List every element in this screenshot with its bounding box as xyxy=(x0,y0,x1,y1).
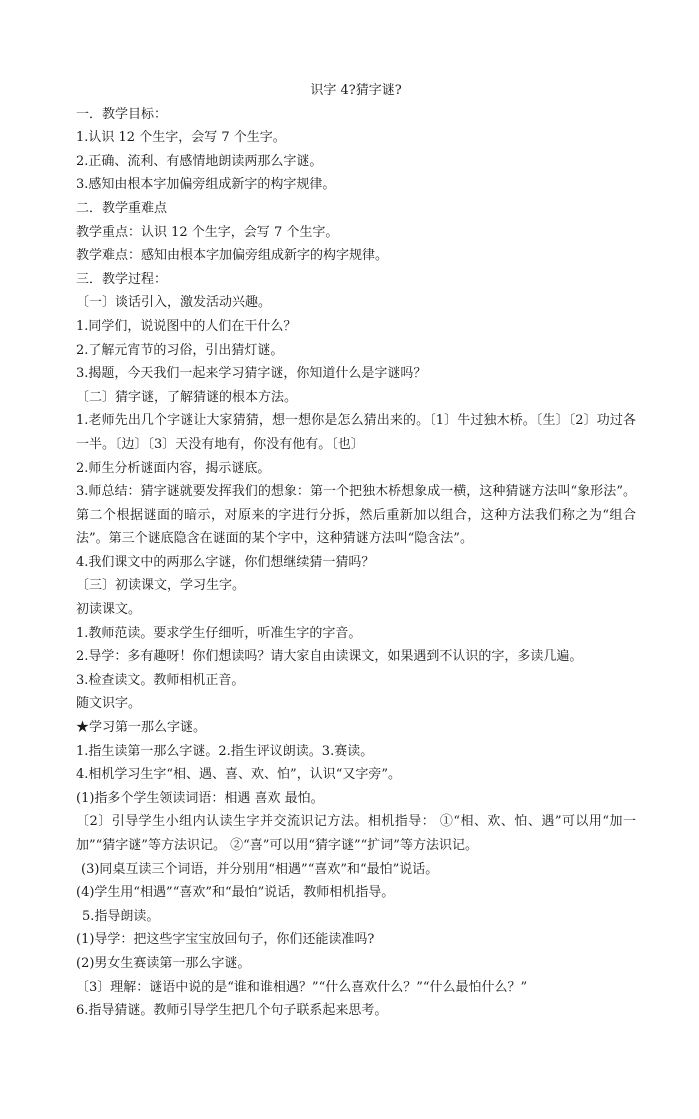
paragraph-line: 6.指导猜谜。教师引导学生把几个句子联系起来思考。 xyxy=(76,1003,388,1019)
paragraph-line: 3.揭题，今天我们一起来学习猜字谜，你知道什么是字谜吗？ xyxy=(76,366,427,382)
paragraph-line: 〔二〕猜字谜，了解猜谜的根本方法。 xyxy=(76,389,298,405)
paragraph-line: 二．教学重难点 xyxy=(76,200,168,216)
paragraph-line: 2.了解元宵节的习俗，引出猜灯谜。 xyxy=(76,342,284,358)
paragraph-line: 初读课文。 xyxy=(76,602,142,618)
paragraph-line: 〔3〕理解：谜语中说的是“谁和谁相遇？”“什么喜欢什么？”“什么最怕什么？” xyxy=(76,979,528,995)
paragraph-line: 4.相机学习生字“相、遇、喜、欢、怕”，认识“又字旁”。 xyxy=(76,767,401,783)
paragraph-line: 3.感知由根本字加偏旁组成新字的构字规律。 xyxy=(76,177,336,193)
paragraph-line: 教学重点：认识 12 个生字，会写 7 个生字。 xyxy=(76,224,339,240)
paragraph-line: (1)导学：把这些字宝宝放回句子，你们还能读准吗? xyxy=(76,932,375,948)
paragraph-line: 一．教学目标： xyxy=(76,106,168,122)
paragraph-line: 3.师总结：猜字谜就要发挥我们的想象：第一个把独木桥想象成一横，这种猜谜方法叫“象形法”。第二个根据谜面的暗示，对原来的字进行分拆，然后重新加以组合，这种方法我们称之为“组合法”。第三个谜底隐含在谜面的某个字中，这种猜谜方法叫“隐含法”。 xyxy=(76,484,636,547)
paragraph-line: 3.检查读文。教师相机正音。 xyxy=(76,672,245,688)
document-body xyxy=(76,79,636,1023)
paragraph-line: (3)同桌互读三个词语，并分别用“相遇”“喜欢”和“最怕”说话。 xyxy=(81,861,439,877)
paragraph-line: 5.指导朗读。 xyxy=(82,908,160,924)
paragraph-line: 2.正确、流利、有感情地朗读两那么字谜。 xyxy=(76,153,323,169)
paragraph-line: 〔2〕引导学生小组内认读生字并交流识记方法。相机指导： ①“相、欢、怕、遇”可以用“加一加”“猜字谜”等方法识记。 ②“喜”可以用“猜字谜”“扩词”等方法识记。 xyxy=(76,814,636,853)
paragraph-line: 1.教师范读。要求学生仔细听，听准生字的字音。 xyxy=(76,625,362,641)
paragraph-line: ★学习第一那么字谜。 xyxy=(76,720,207,736)
paragraph-line: (2)男女生赛读第一那么字谜。 xyxy=(76,955,251,971)
paragraph-line: 2.师生分析谜面内容，揭示谜底。 xyxy=(76,460,271,476)
paragraph-line: 4.我们课文中的两那么字谜，你们想继续猜一猜吗？ xyxy=(76,554,375,570)
paragraph-line: 教学难点：感知由根本字加偏旁组成新字的构字规律。 xyxy=(76,248,389,264)
paragraph-line: 2.导学：多有趣呀！你们想读吗？请大家自由读课文，如果遇到不认识的字，多读几遍。 xyxy=(76,649,583,665)
paragraph-line: 三．教学过程： xyxy=(76,271,168,287)
paragraph-line: 1.认识 12 个生字，会写 7 个生字。 xyxy=(76,130,286,146)
paragraph-line: 1.指生读第一那么字谜。2.指生评议朗读。3.赛读。 xyxy=(76,743,374,759)
paragraph-line: 1.老师先出几个字谜让大家猜猜，想一想你是怎么猜出来的。〔1〕牛过独木桥。〔生〕〔2〕功过各一半。〔边〕〔3〕天没有地有，你没有他有。〔也〕 xyxy=(76,413,636,452)
paragraph-line: 随文识字。 xyxy=(76,696,142,712)
paragraph-line: (4)学生用“相遇”“喜欢”和“最怕”说话，教师相机指导。 xyxy=(76,885,395,901)
paragraph-line: 〔三〕初读课文，学习生字。 xyxy=(76,578,246,594)
paragraph-line: 1.同学们，说说图中的人们在干什么？ xyxy=(76,318,297,334)
paragraph-line: (1)指多个学生领读词语：相遇 喜欢 最怕。 xyxy=(76,790,324,806)
paragraph-line: 〔一〕谈话引入，激发活动兴趣。 xyxy=(76,295,272,311)
document-lines xyxy=(76,103,636,1023)
document-title: 识字 4?猜字谜? xyxy=(310,83,402,98)
